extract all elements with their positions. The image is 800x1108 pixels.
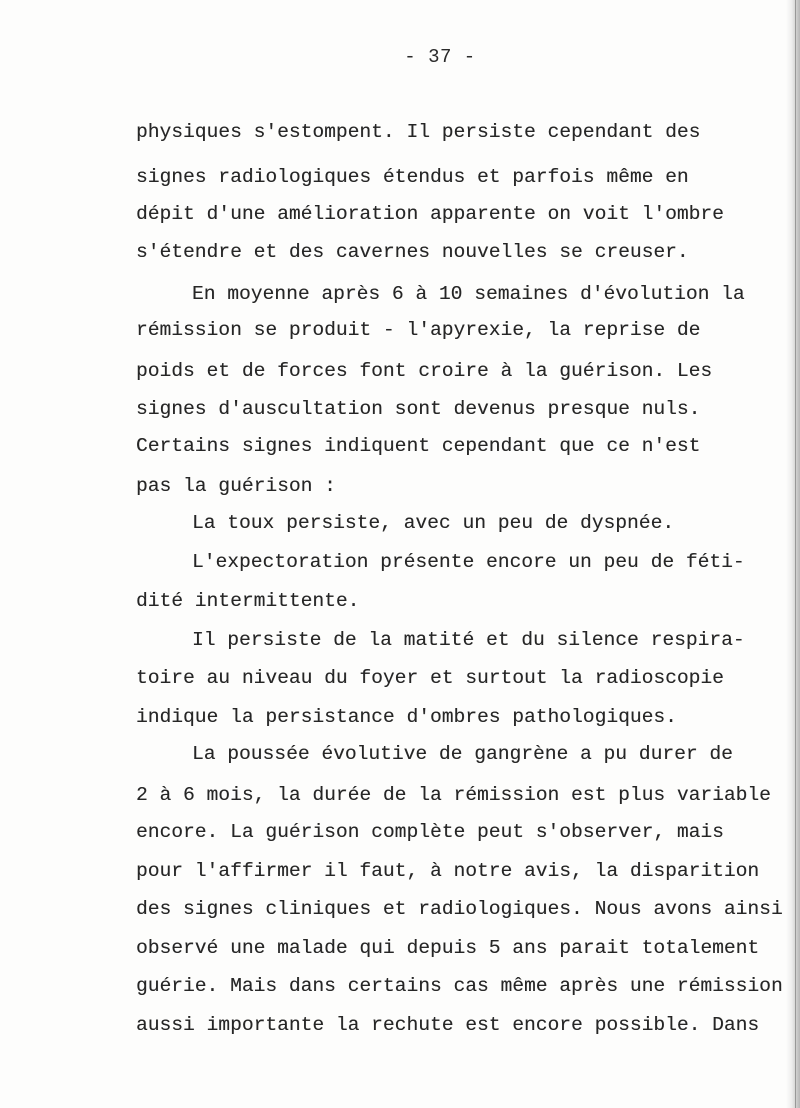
text-line: rémission se produit - l'apyrexie, la reprise de xyxy=(136,319,701,341)
page-number: - 37 - xyxy=(404,46,476,68)
text-line: indique la persistance d'ombres pathologiques. xyxy=(136,706,677,728)
text-line: s'étendre et des cavernes nouvelles se creuser. xyxy=(136,241,689,263)
text-line: signes d'auscultation sont devenus presque nuls. xyxy=(136,398,701,420)
text-line: physiques s'estompent. Il persiste cependant des xyxy=(136,121,701,143)
text-line: poids et de forces font croire à la guérison. Les xyxy=(136,360,713,382)
text-line: La poussée évolutive de gangrène a pu durer de xyxy=(192,743,733,765)
text-line: pour l'affirmer il faut, à notre avis, la disparition xyxy=(136,860,760,882)
text-line: L'expectoration présente encore un peu de féti- xyxy=(192,551,745,573)
text-line: signes radiologiques étendus et parfois même en xyxy=(136,166,689,188)
text-line: toire au niveau du foyer et surtout la radioscopie xyxy=(136,667,724,689)
text-line: pas la guérison : xyxy=(136,475,336,497)
text-line: En moyenne après 6 à 10 semaines d'évolution la xyxy=(192,283,745,305)
text-line: Il persiste de la matité et du silence respira- xyxy=(192,629,745,651)
text-line: 2 à 6 mois, la durée de la rémission est plus variable xyxy=(136,784,771,806)
text-line: dépit d'une amélioration apparente on voit l'ombre xyxy=(136,203,724,225)
scan-edge-shadow xyxy=(786,0,800,1108)
text-line: La toux persiste, avec un peu de dyspnée. xyxy=(192,512,675,534)
text-line: observé une malade qui depuis 5 ans parait totalement xyxy=(136,937,760,959)
text-line: Certains signes indiquent cependant que ce n'est xyxy=(136,435,701,457)
text-line: des signes cliniques et radiologiques. Nous avons ainsi xyxy=(136,898,783,920)
text-line: guérie. Mais dans certains cas même après une rémission xyxy=(136,975,783,997)
text-line: aussi importante la rechute est encore possible. Dans xyxy=(136,1014,760,1036)
text-line: dité intermittente. xyxy=(136,590,360,612)
text-line: encore. La guérison complète peut s'observer, mais xyxy=(136,821,724,843)
scan-edge-line xyxy=(795,0,796,1108)
